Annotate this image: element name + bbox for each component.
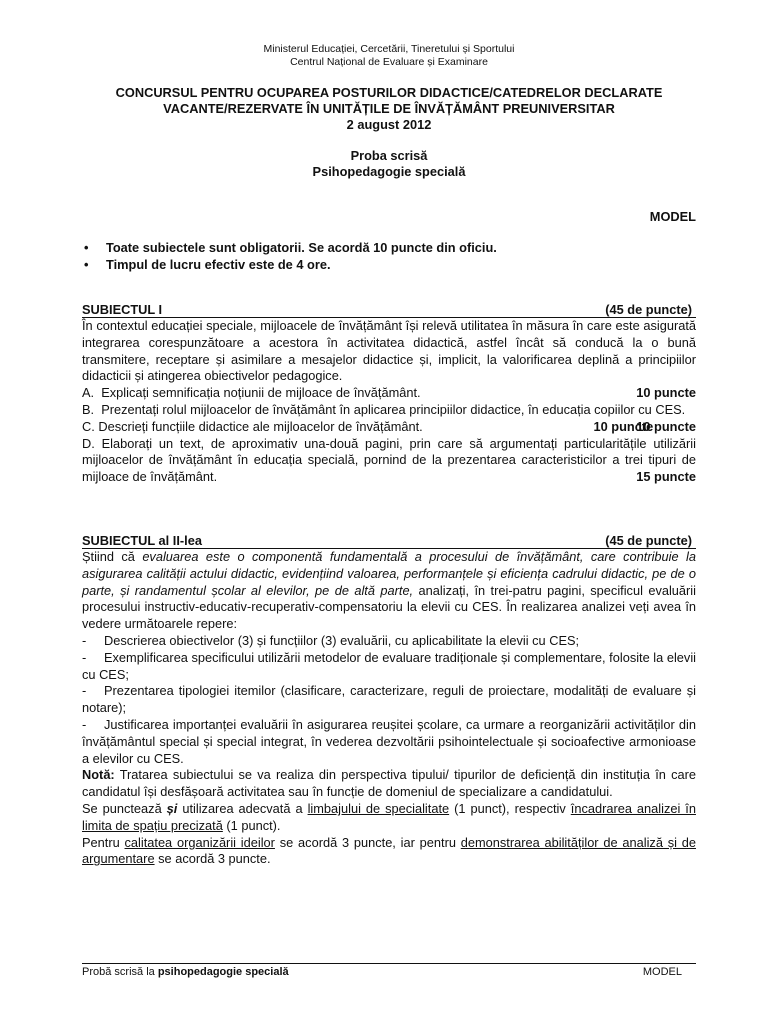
subject-1-title: SUBIECTUL I (82, 302, 163, 317)
list-item-text: Descrierea obiectivelor (3) și funcțiilor (3) evaluării, cu aplicabilitate la elevii cu CES; (104, 632, 580, 648)
rule-item: • Toate subiectele sunt obligatorii. Se acordă 10 puncte din oficiu. (82, 240, 696, 257)
scoring-criterion: demonstrarea abilităților de analiză și de argumentare (82, 834, 696, 867)
model-label: MODEL (649, 209, 696, 224)
list-item: - Exemplificarea specificului utilizării metodelor de evaluare tradiționale și complementare, folosite la elevii cu CES; (82, 649, 696, 682)
intro-lead: Știind că (82, 549, 135, 564)
list-item: - Descrierea obiectivelor (3) și funcțiilor (3) evaluării, cu aplicabilitate la elevii cu CES; (82, 632, 580, 648)
note-text: Tratarea subiectului se va realiza din perspectiva tipului/ tipurilor de deficiență din instituția în care candidatul își desfășoară activitatea sau în funcție de domeniul de specializare a candidatului. (82, 767, 696, 800)
footer-model: MODEL (642, 966, 682, 978)
subject-2-intro (82, 549, 696, 633)
scoring-text: se acordă 3 puncte, iar pentru (279, 834, 456, 850)
note-label: Notă: (82, 767, 115, 783)
item-text: Explicați semnificația noțiunii de mijloace de învățământ. (101, 385, 421, 401)
center-name: Centrul Național de Evaluare și Examinare (290, 55, 488, 68)
exam-rules (82, 240, 696, 273)
ministry-header (82, 43, 696, 68)
footer-left-prefix: Probă scrisă la (82, 966, 155, 978)
subject-1-item-a (82, 385, 696, 402)
subject-1-item-c (82, 419, 696, 436)
subject-2-title: SUBIECTUL al II-lea (82, 533, 202, 548)
subject-2-points: (45 de puncte) (605, 533, 692, 548)
item-points: 10 puncte (636, 418, 696, 434)
subject-2-body (82, 549, 696, 868)
list-item-text: Exemplificarea specificului utilizării metodelor de evaluare tradiționale și complementare, folosite la elevii cu CES; (82, 649, 696, 682)
page-footer (82, 966, 696, 978)
intro-rest: analizați, în trei-patru pagini, specificul evaluării procesului instructiv-educativ-recuperativ-compensatoriu la elevii cu CES. În realizarea analizei veți avea în vedere următoarele repere: (82, 582, 696, 632)
exam-title (82, 85, 696, 133)
scoring-text: Se punctează (82, 800, 162, 816)
item-label: C. (82, 418, 95, 434)
scoring-line-2 (82, 835, 696, 869)
subject-1-heading (82, 302, 696, 318)
scoring-criterion: calitatea organizării ideilor (124, 834, 275, 850)
item-text: Elaborați un text, de aproximativ una-două pagini, prin care să argumentați particularitățile utilizării mijloacelor de învățământ în educația specială, pornind de la prezentarea caracteristicilor a trei tipuri de mijloace de învățământ. (82, 435, 696, 485)
item-label: D. (82, 435, 95, 451)
scoring-text: utilizarea adecvată a (182, 800, 303, 816)
scoring-text: (1 punct). (226, 817, 281, 833)
document-page (82, 0, 696, 1024)
item-label: B. (82, 401, 95, 417)
title-line-2: VACANTE/REZERVATE ÎN UNITĂȚILE DE ÎNVĂȚĂMÂNT PREUNIVERSITAR (163, 101, 615, 116)
item-label: A. (82, 385, 95, 401)
subject-1-intro: În contextul educației speciale, mijloacele de învățământ își relevă utilitatea în măsura în care este asigurată integrarea corespunzătoare a acestora în activitatea didactică, astfel încât să conducă la o bună transmitere, receptare și asimilare a mesajelor didactice și, implicit, la valorificarea deplină a principiilor didacticii și atingerea obiectivelor pedagogice. (82, 318, 696, 384)
scoring-emphasis: și (166, 800, 178, 816)
exam-date: 2 august 2012 (346, 117, 432, 132)
exam-subject (82, 148, 696, 180)
item-points: 10 puncte (636, 385, 696, 401)
exam-type: Proba scrisă (350, 148, 428, 163)
item-points: 10 puncte (593, 418, 654, 434)
intro-quote: evaluarea este o componentă fundamentală a procesului de învățământ, care contribuie la asigurarea calității actului didactic, evidențiind valoarea, performanțele și eficiența cadrului didactic, pe de o parte, și randamentul școlar al elevilor, pe de altă parte, (82, 549, 696, 598)
item-text: Prezentați rolul mijloacelor de învățământ în aplicarea principiilor didactice, în educația copiilor cu CES. (101, 401, 686, 417)
subject-2-heading (82, 533, 696, 549)
scoring-line-1 (82, 801, 696, 835)
scoring-text: (1 punct), respectiv (454, 800, 566, 816)
list-item: - Prezentarea tipologiei itemilor (clasificare, caracterizare, reguli de proiectare, modalități de evaluare și notare); (82, 683, 696, 716)
exam-discipline: Psihopedagogie specială (312, 164, 466, 179)
scoring-criterion: limbajului de specialitate (307, 800, 450, 816)
ministry-name: Ministerul Educației, Cercetării, Tineretului și Sportului (263, 43, 515, 55)
subject-1-body (82, 318, 696, 486)
scoring-text: Pentru (82, 834, 120, 850)
item-points: 15 puncte (636, 469, 696, 485)
scoring-criterion: încadrarea analizei în limita de spațiu precizată (82, 800, 696, 833)
subject-1-points: (45 de puncte) (605, 302, 692, 317)
footer-left-subject: psihopedagogie specială (157, 966, 289, 978)
list-item: - Justificarea importanței evaluării în asigurarea reușitei școlare, ca urmare a reorganizării activităților din învățământul special și special integrat, în vederea dezvoltării psihointelectuale și socioafective armonioase a elevilor cu CES. (82, 716, 696, 766)
list-item-text: Prezentarea tipologiei itemilor (clasificare, caracterizare, reguli de proiectare, modalități de evaluare și notare); (82, 683, 696, 716)
subject-1-item-d (82, 436, 696, 486)
scoring-text: se acordă 3 puncte. (158, 851, 271, 867)
item-text: Descrieți funcțiile didactice ale mijloacelor de învățământ. (98, 418, 423, 434)
rule-item: • Timpul de lucru efectiv este de 4 ore. (82, 257, 696, 274)
footer-divider (82, 963, 696, 964)
list-item-text: Justificarea importanței evaluării în asigurarea reușitei școlare, ca urmare a reorganizării activităților din învățământul special și special integrat, în vederea dezvoltării psihointelectuale și socioafective armonioase a elevilor cu CES. (82, 716, 696, 766)
title-line-1: CONCURSUL PENTRU OCUPAREA POSTURILOR DIDACTICE/CATEDRELOR DECLARATE (115, 85, 663, 100)
note (82, 767, 696, 801)
